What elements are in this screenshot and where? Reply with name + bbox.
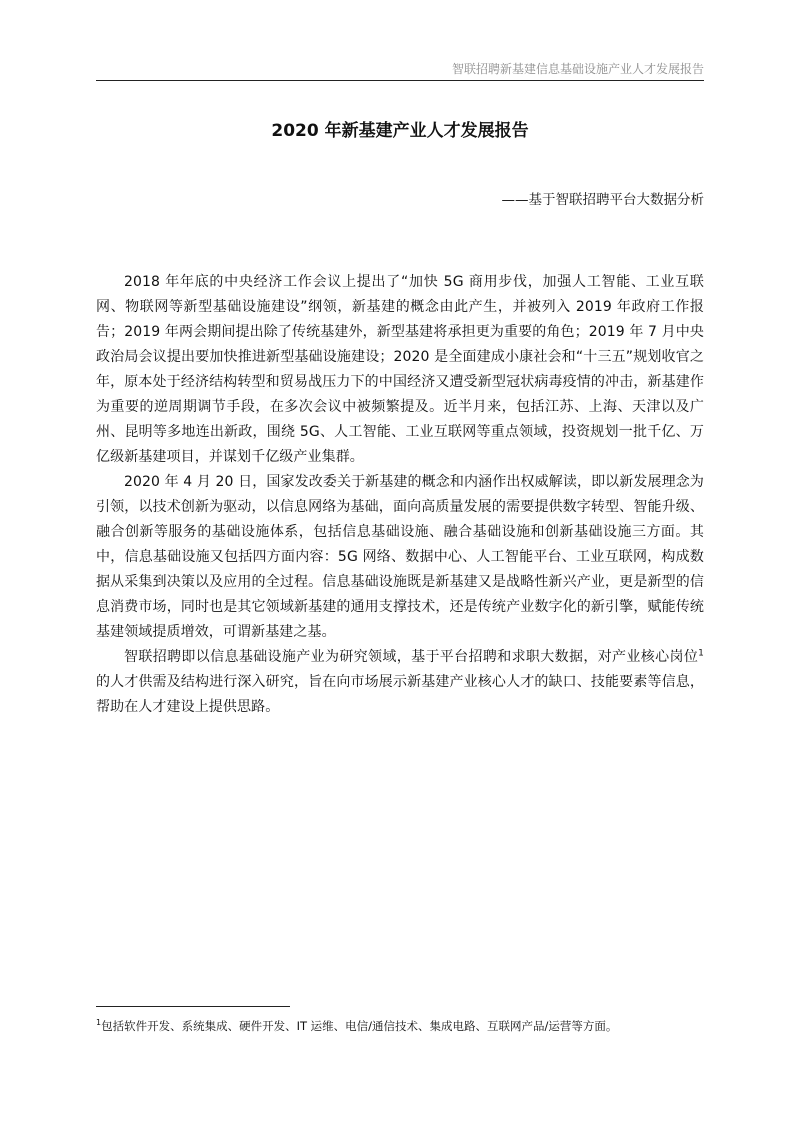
footnote-reference[interactable]: 1 (698, 648, 704, 659)
header-report-name: 智联招聘新基建信息基础设施产业人才发展报告 (451, 62, 704, 76)
paragraph-2: 2020 年 4 月 20 日，国家发改委关于新基建的概念和内涵作出权威解读，即以新发展理念为引领，以技术创新为驱动，以信息网络为基础，面向高质量发展的需要提供数字转型、智能升级、融合创新等服务的基础设施体系，包括信息基础设施、融合基础设施和创新基础设施三方面。其中，信息基础设施又包括四方面内容：5G 网络、数据中心、人工智能平台、工业互联网，构成数据从采集到决策以及应用的全过程。信息基础设施既是新基建又是战略性新兴产业，更是新型的信息消费市场，同时也是其它领域新基建的通用支撑技术，还是传统产业数字化的新引擎，赋能传统基建领域提质增效，可谓新基建之基。 (96, 474, 704, 640)
paragraph-1: 2018 年年底的中央经济工作会议上提出了“加快 5G 商用步伐，加强人工智能、工业互联网、物联网等新型基础设施建设”纲领，新基建的概念由此产生，并被列入 2019 年政府工作报告；2019 年两会期间提出除了传统基建外，新型基建将承担更为重要的角色；2019 年 7 月中央政治局会议提出要加快推进新型基础设施建设；2020 是全面建成小康社会和“十三五”规划收官之年，原本处于经济结构转型和贸易战压力下的中国经济又遭受新型冠状病毒疫情的冲击，新基建作为重要的逆周期调节手段，在多次会议中被频繁提及。近半月来，包括江苏、上海、天津以及广州、昆明等多地连出新政，围绕 5G、人工智能、工业互联网等重点领域，投资规划一批千亿、万亿级新基建项目，并谋划千亿级产业集群。 (96, 274, 704, 465)
footnote-mark: 1 (96, 1018, 102, 1028)
document-subtitle: ——基于智联招聘平台大数据分析 (501, 192, 704, 208)
footnote-text: 包括软件开发、系统集成、硬件开发、IT 运维、电信/通信技术、集成电路、互联网产品/运营等方面。 (101, 1019, 618, 1033)
paragraph-3-text-before: 智联招聘即以信息基础设施产业为研究领域，基于平台招聘和求职大数据，对产业核心岗位 (124, 649, 699, 665)
footnote (96, 1018, 704, 1034)
paragraph-3-text-after: 的人才供需及结构进行深入研究，旨在向市场展示新基建产业核心人才的缺口、技能要素等信息，帮助在人才建设上提供思路。 (96, 674, 704, 715)
paragraph-3 (96, 645, 704, 720)
footnote-divider (96, 1006, 290, 1007)
document-title: 2020 年新基建产业人才发展报告 (271, 121, 529, 141)
page-header (96, 58, 704, 81)
document-body (96, 270, 704, 720)
